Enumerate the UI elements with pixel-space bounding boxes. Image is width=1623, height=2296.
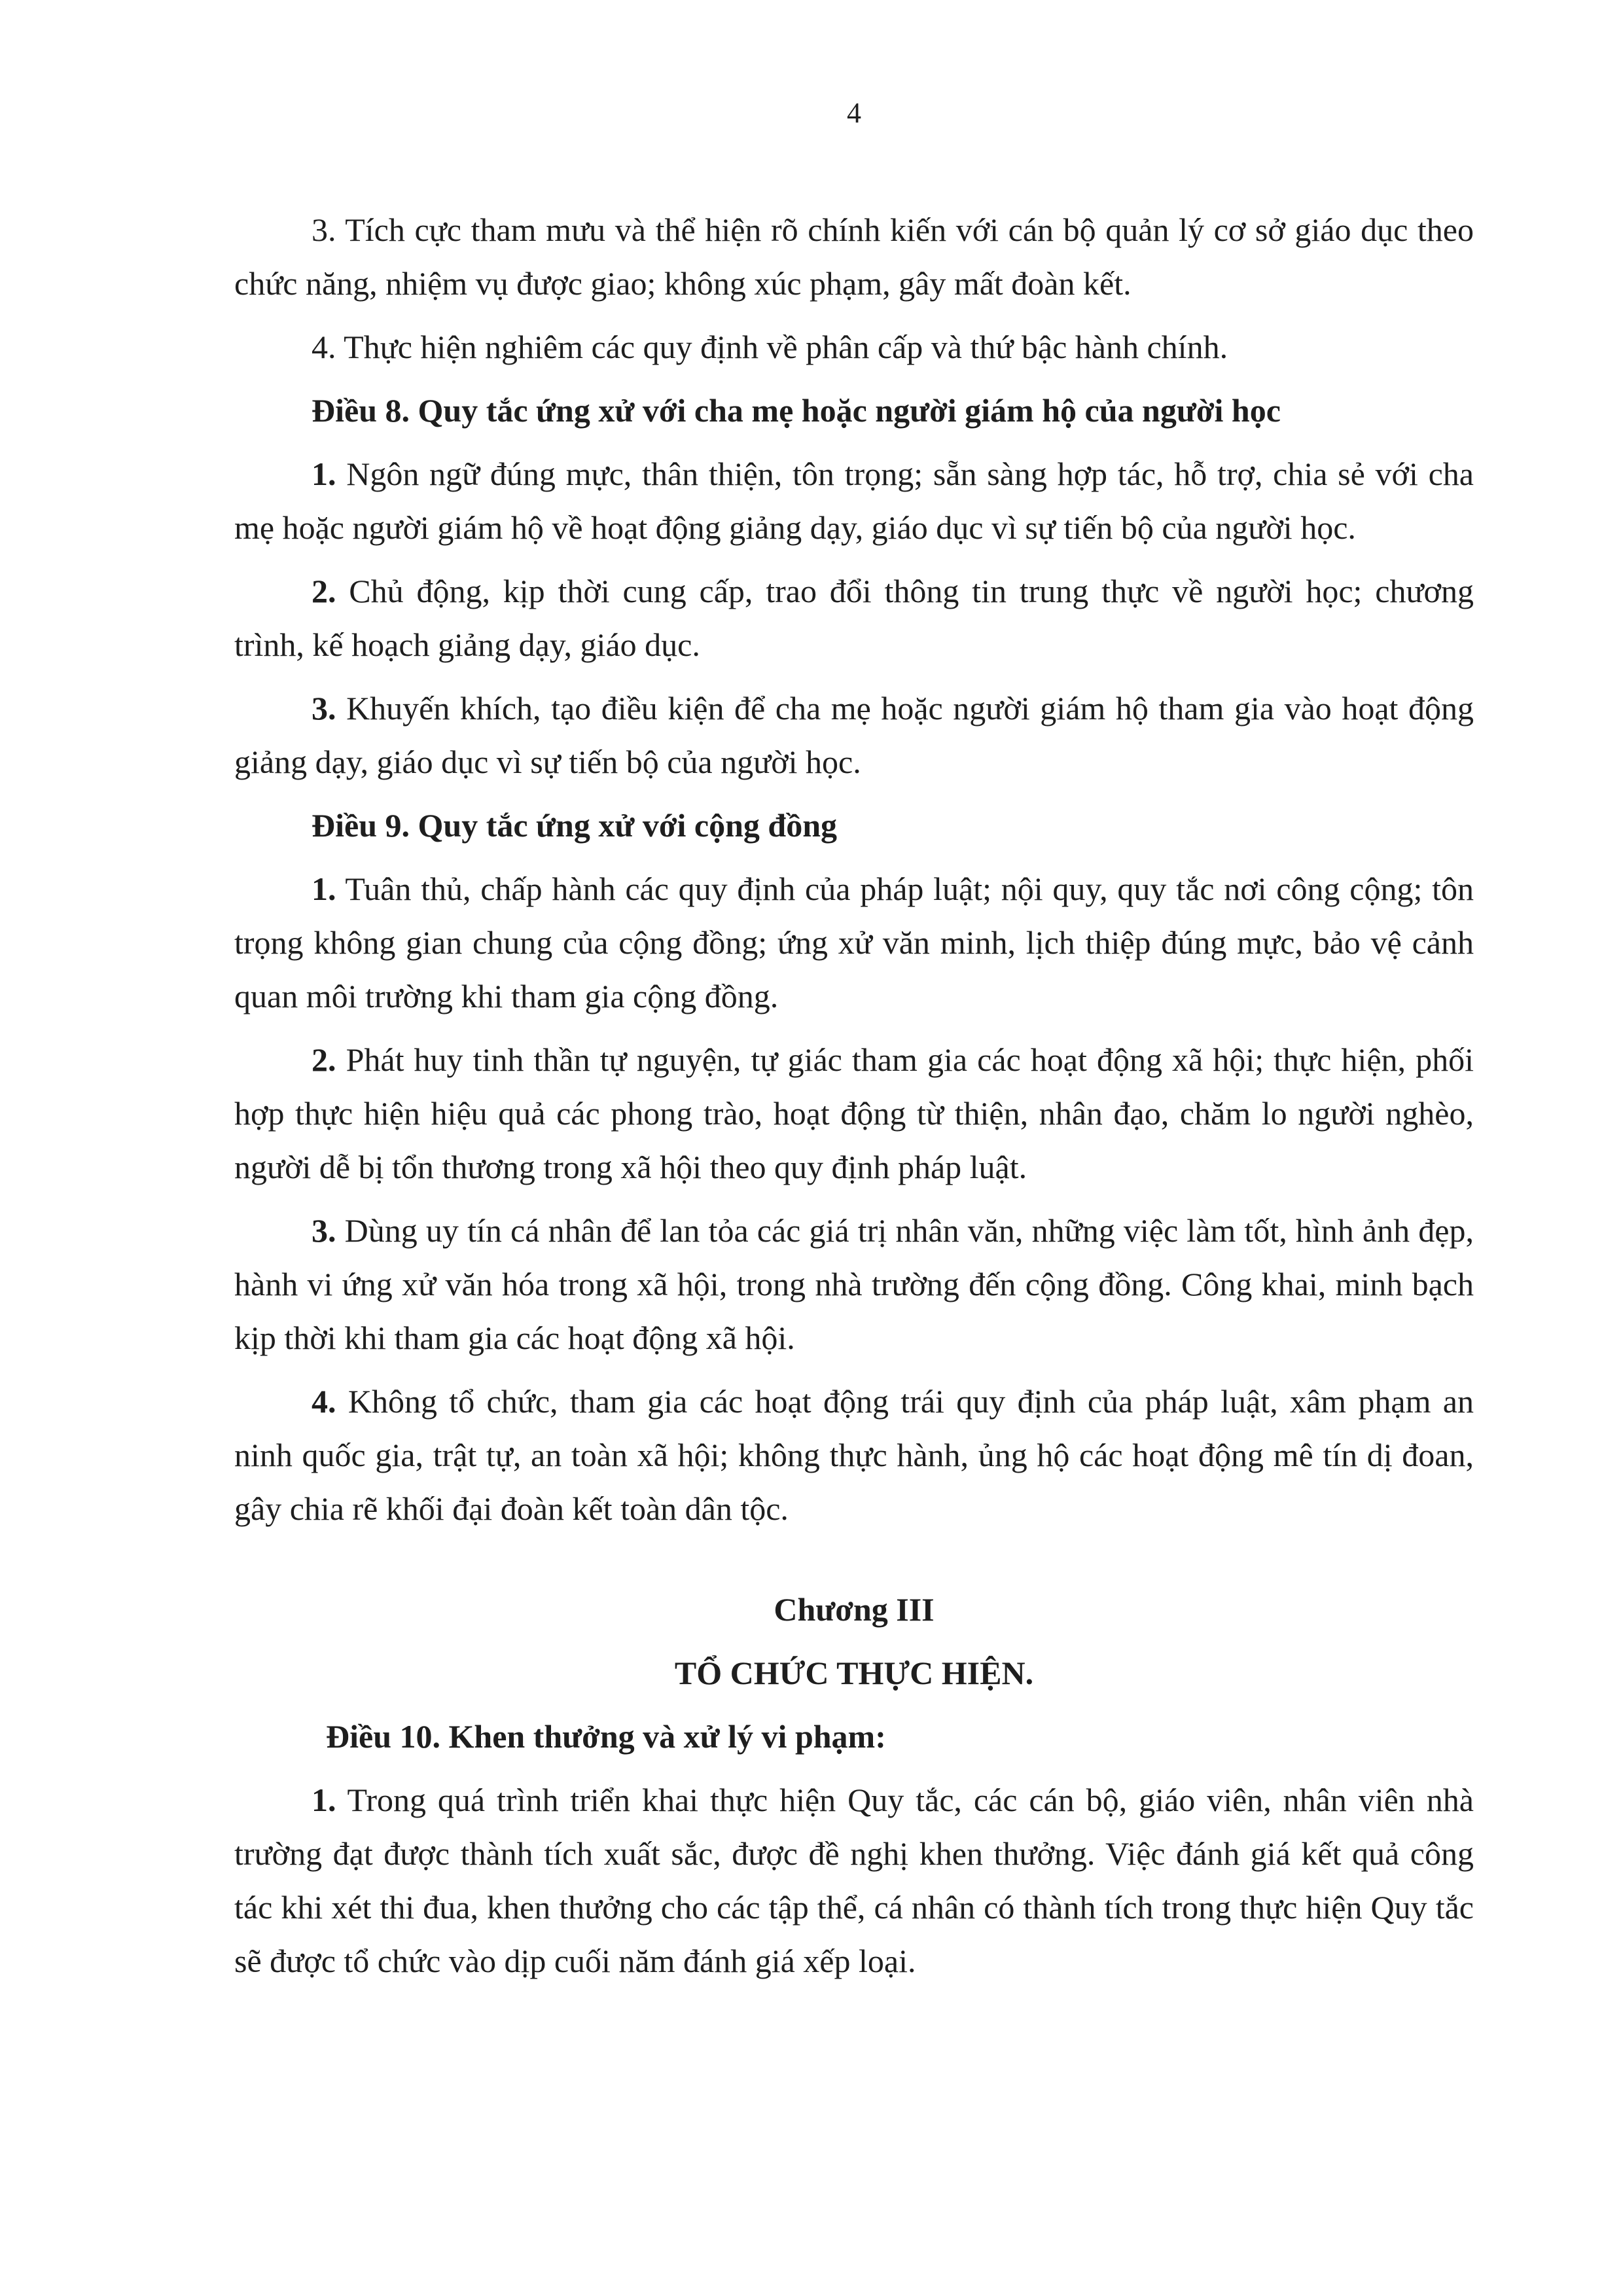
article-9-item-3 bbox=[234, 1204, 1474, 1365]
article-8-item-3 bbox=[234, 681, 1474, 789]
paragraph-text: 3. Tích cực tham mưu và thể hiện rõ chính kiến với cán bộ quản lý cơ sở giáo dục theo chức năng, nhiệm vụ được giao; không xúc phạm, gây mất đoàn kết. bbox=[234, 211, 1474, 302]
item-number: 2. bbox=[312, 573, 336, 609]
item-number: 4. bbox=[312, 1383, 336, 1420]
paragraph-text: Không tổ chức, tham gia các hoạt động trái quy định của pháp luật, xâm phạm an ninh quốc gia, trật tự, an toàn xã hội; không thực hành, ủng hộ các hoạt động mê tín dị đoan, gây chia rẽ khối đại đoàn kết toàn dân tộc. bbox=[234, 1383, 1474, 1527]
item-number: 3. bbox=[312, 690, 336, 726]
paragraph-text: Khuyến khích, tạo điều kiện để cha mẹ hoặc người giám hộ tham gia vào hoạt động giảng dạy, giáo dục vì sự tiến bộ của người học. bbox=[234, 690, 1474, 780]
article-10-item-1 bbox=[234, 1773, 1474, 1988]
paragraph-text: Dùng uy tín cá nhân để lan tỏa các giá trị nhân văn, những việc làm tốt, hình ảnh đẹp, hành vi ứng xử văn hóa trong xã hội, trong nhà trường đến cộng đồng. Công khai, minh bạch kịp thời khi tham gia các hoạt động xã hội. bbox=[234, 1212, 1474, 1356]
article-8-heading: Điều 8. Quy tắc ứng xử với cha mẹ hoặc người giám hộ của người học bbox=[312, 392, 1281, 429]
chapter-title: Chương III bbox=[774, 1591, 935, 1628]
article-8-item-1 bbox=[234, 447, 1474, 554]
item-number: 1. bbox=[312, 1782, 336, 1818]
paragraph-item-3 bbox=[234, 203, 1474, 310]
paragraph-text: Phát huy tinh thần tự nguyện, tự giác tham gia các hoạt động xã hội; thực hiện, phối hợp thực hiện hiệu quả các phong trào, hoạt động từ thiện, nhân đạo, chăm lo người nghèo, người dễ bị tổn thương trong xã hội theo quy định pháp luật. bbox=[234, 1041, 1474, 1185]
chapter-subtitle: TỔ CHỨC THỰC HIỆN. bbox=[674, 1655, 1034, 1691]
article-9-item-2 bbox=[234, 1033, 1474, 1194]
article-8-item-2 bbox=[234, 564, 1474, 672]
paragraph-text: 4. Thực hiện nghiêm các quy định về phân cấp và thứ bậc hành chính. bbox=[312, 329, 1228, 365]
article-9-heading: Điều 9. Quy tắc ứng xử với cộng đồng bbox=[312, 807, 838, 844]
paragraph-text: Ngôn ngữ đúng mực, thân thiện, tôn trọng; sẵn sàng hợp tác, hỗ trợ, chia sẻ với cha mẹ hoặc người giám hộ về hoạt động giảng dạy, giáo dục vì sự tiến bộ của người học. bbox=[234, 456, 1474, 546]
item-number: 1. bbox=[312, 870, 336, 907]
item-number: 2. bbox=[312, 1041, 336, 1078]
paragraph-text: Tuân thủ, chấp hành các quy định của pháp luật; nội quy, quy tắc nơi công cộng; tôn trọng không gian chung của cộng đồng; ứng xử văn minh, lịch thiệp đúng mực, bảo vệ cảnh quan môi trường khi tham gia cộng đồng. bbox=[234, 870, 1474, 1014]
paragraph-item-4 bbox=[234, 320, 1474, 374]
article-9-item-1 bbox=[234, 862, 1474, 1023]
paragraph-text: Chủ động, kịp thời cung cấp, trao đổi thông tin trung thực về người học; chương trình, kế hoạch giảng dạy, giáo dục. bbox=[234, 573, 1474, 663]
item-number: 3. bbox=[312, 1212, 336, 1249]
paragraph-text: Trong quá trình triển khai thực hiện Quy tắc, các cán bộ, giáo viên, nhân viên nhà trường đạt được thành tích xuất sắc, được đề nghị khen thưởng. Việc đánh giá kết quả công tác khi xét thi đua, khen thưởng cho các tập thể, cá nhân có thành tích trong thực hiện Quy tắc sẽ được tổ chức vào dịp cuối năm đánh giá xếp loại. bbox=[234, 1782, 1474, 1979]
page-number: 4 bbox=[847, 97, 861, 129]
item-number: 1. bbox=[312, 456, 336, 492]
article-10-heading: Điều 10. Khen thưởng và xử lý vi phạm: bbox=[326, 1718, 886, 1755]
article-9-item-4 bbox=[234, 1374, 1474, 1535]
